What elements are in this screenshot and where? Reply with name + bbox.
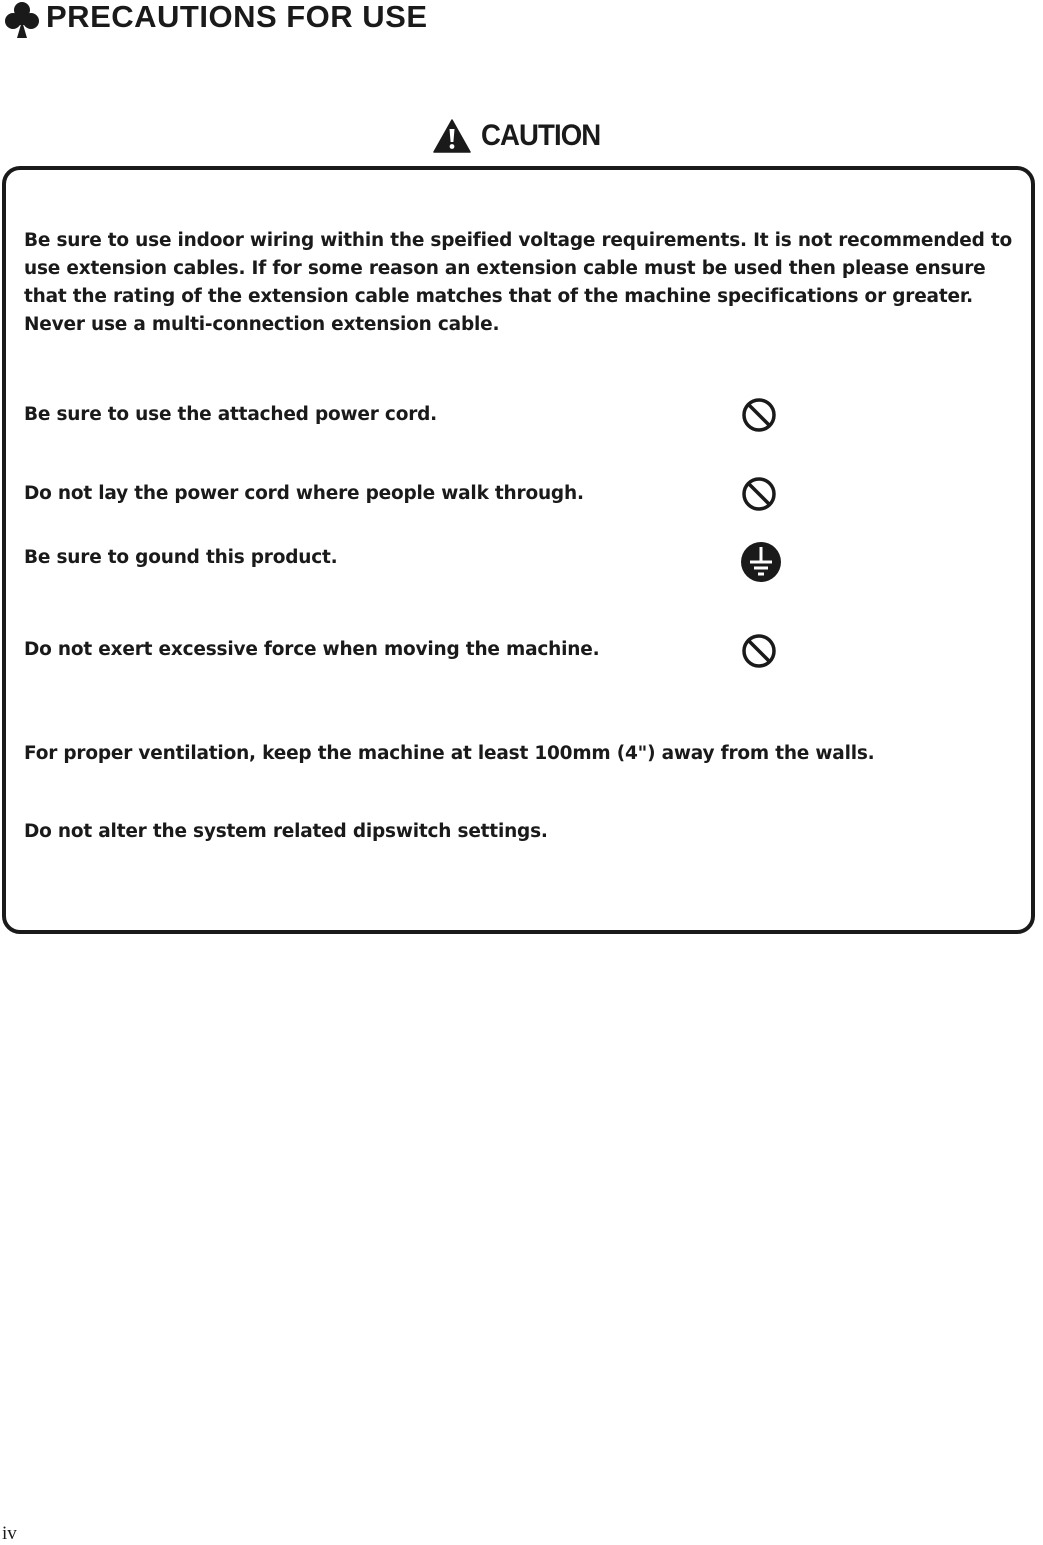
precaution-text: For proper ventilation, keep the machine at least 100mm (4") away from the walls.: [24, 743, 875, 764]
precaution-text: Do not alter the system related dipswitch settings.: [24, 821, 548, 842]
ground-icon: [740, 541, 782, 583]
prohibition-icon: [741, 397, 777, 433]
caution-heading-group: [433, 119, 611, 153]
warning-triangle-icon: [433, 119, 471, 153]
page-header: [4, 0, 428, 40]
precaution-item-ventilation: [24, 740, 875, 768]
club-icon: [4, 1, 40, 39]
prohibition-icon: [741, 633, 777, 669]
precaution-item-dipswitch: [24, 818, 548, 846]
caution-label: CAUTION: [480, 119, 600, 152]
precaution-text: Be sure to use the attached power cord.: [24, 404, 437, 425]
caution-heading: [0, 116, 1043, 156]
precaution-text: Be sure to use indoor wiring within the speified voltage requirements. It is not recommended to use extension cables. If for some reason an extension cable must be used then please ensure that the rating of the extension cable matches that of the machine specifications or greater. Never use a multi-connection extension cable.: [24, 230, 1013, 335]
precaution-item-power-cord: [24, 401, 437, 429]
precaution-text: Do not lay the power cord where people walk through.: [24, 483, 584, 504]
precaution-text: Be sure to gound this product.: [24, 547, 338, 568]
precaution-item-wiring: [24, 227, 1014, 339]
precaution-item-moving: [24, 636, 599, 664]
precaution-item-ground: [24, 544, 338, 572]
prohibition-icon: [741, 476, 777, 512]
page-title: PRECAUTIONS FOR USE: [46, 0, 428, 34]
precaution-item-cord-placement: [24, 480, 584, 508]
precaution-text: Do not exert excessive force when moving the machine.: [24, 639, 600, 660]
page-number: iv: [2, 1523, 17, 1544]
